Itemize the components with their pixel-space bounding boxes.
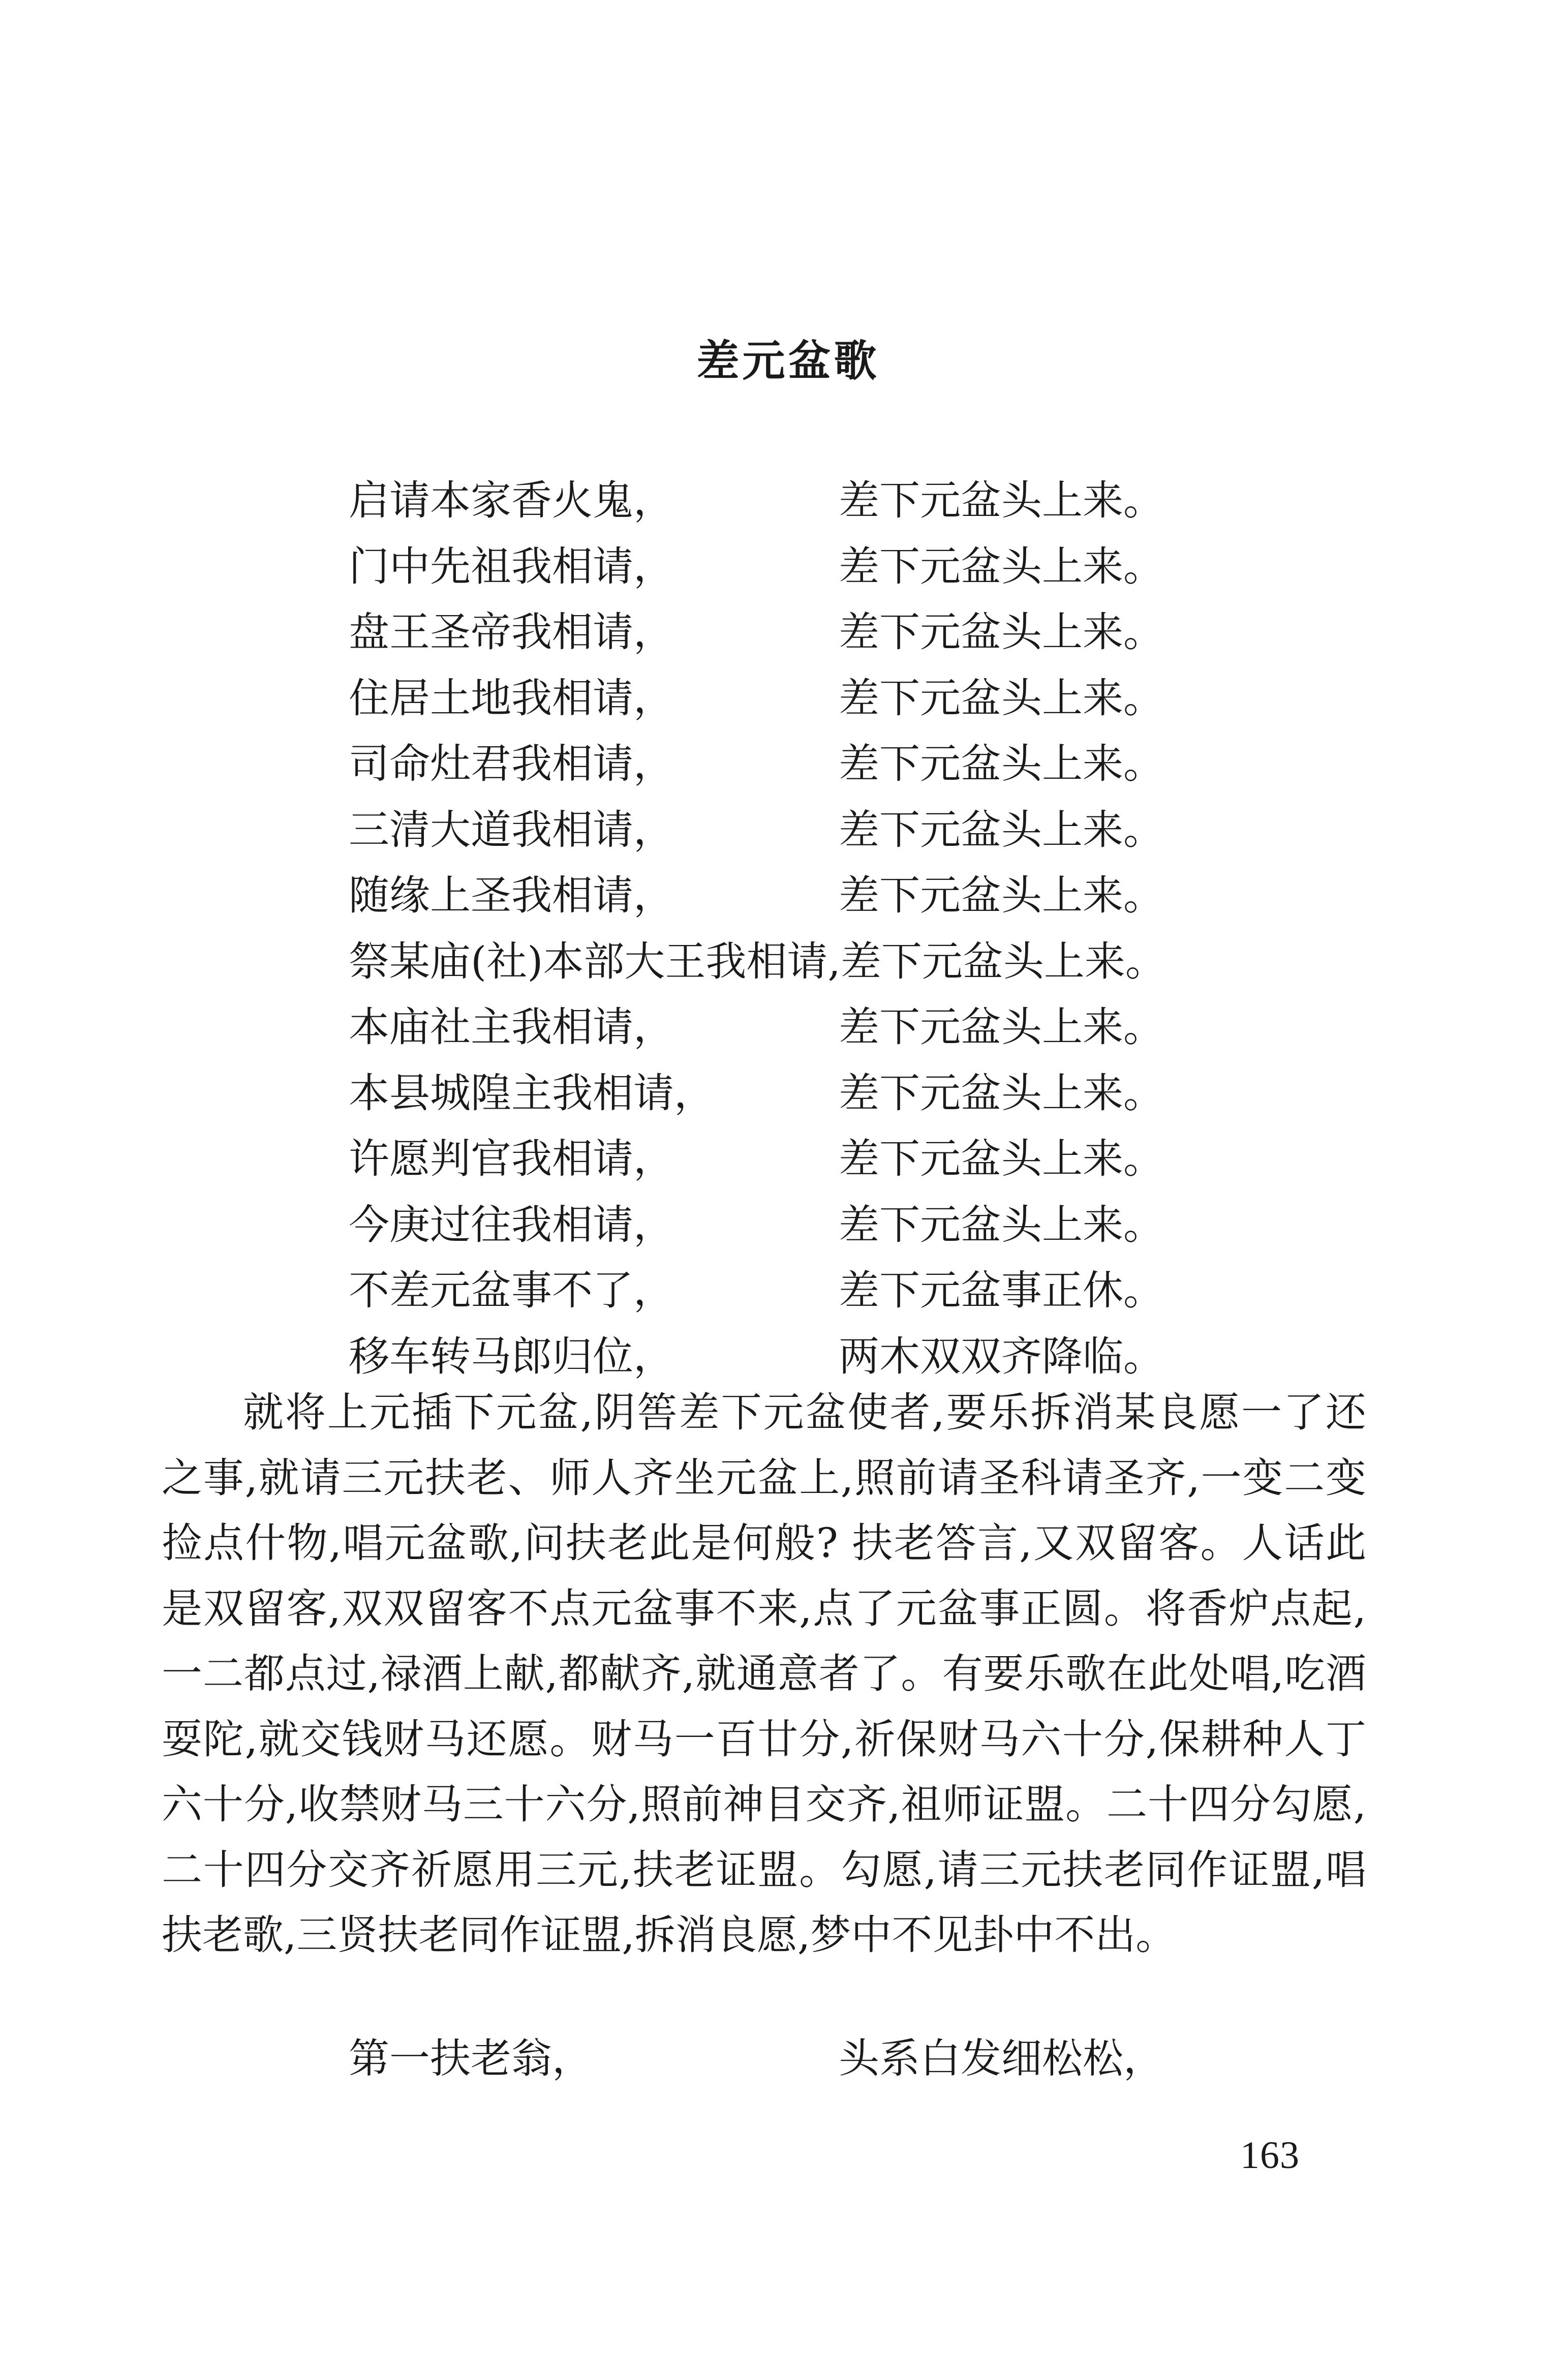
verse-first-half: 本庙社主我相请， (349, 1003, 674, 1051)
verse-line (0, 863, 1566, 929)
verse-first-half: 门中先祖我相请， (349, 542, 674, 590)
verse-line (0, 1126, 1566, 1192)
verse-line (0, 599, 1566, 665)
verse-second-half: 差下元盆头上来。 (839, 542, 1164, 590)
verse-line-full (0, 929, 1566, 995)
verse-block (0, 468, 1566, 1389)
verse-full-line: 祭某庙(社)本部大王我相请,差下元盆头上来。 (349, 937, 1166, 985)
prose-text: 就将上元插下元盆,阴筶差下元盆使者,要乐拆消某良愿一了还之事,就请三元扶老、师人齐坐元盆上,照前请圣科请圣齐,一变二变捡点什物,唱元盆歌,问扶老此是何般? 扶老答言,又双留客。人话此是双留客,双双留客不点元盆事不来,点了元盆事正圆。将香炉点起,一二都点过,禄酒上献,都献齐,就通意者了。有要乐歌在此处唱,吃酒耍陀,就交钱财马还愿。财马一百廿分,祈保财马六十分,保耕种人丁六十分,收禁财马三十六分,照前神目交齐,祖师证盟。二十四分勾愿,二十四分交齐祈愿用三元,扶老证盟。勾愿,请三元扶老同作证盟,唱扶老歌,三贤扶老同作证盟,拆消良愿,梦中不见卦中不出。 (162, 1389, 1366, 1959)
verse-first-half: 三清大道我相请， (349, 806, 674, 853)
verse-line (0, 1192, 1566, 1258)
verse-line (0, 994, 1566, 1060)
prose-paragraph (162, 1380, 1366, 1968)
verse-second-half: 差下元盆头上来。 (839, 608, 1164, 656)
verse-second-half: 差下元盆头上来。 (839, 1069, 1164, 1117)
verse-second-half: 差下元盆头上来。 (839, 1201, 1164, 1248)
verse-line (0, 468, 1566, 534)
verse-line (0, 1324, 1566, 1390)
verse-first-half: 第一扶老翁， (349, 2035, 593, 2082)
verse-second-half: 差下元盆事正休。 (839, 1267, 1164, 1314)
verse-first-half: 许愿判官我相请， (349, 1135, 674, 1182)
verse-line (0, 534, 1566, 600)
verse-first-half: 住居土地我相请， (349, 674, 674, 722)
verse-first-half: 不差元盆事不了， (349, 1267, 674, 1314)
verse-second-half: 差下元盆头上来。 (839, 1003, 1164, 1051)
verse-first-half: 随缘上圣我相请， (349, 872, 674, 919)
verse-line (0, 1258, 1566, 1324)
verse-first-half: 本县城隍主我相请， (349, 1069, 715, 1117)
verse-second-half: 差下元盆头上来。 (839, 477, 1164, 524)
verse-second-half: 差下元盆头上来。 (839, 806, 1164, 853)
verse-second-half: 差下元盆头上来。 (839, 674, 1164, 722)
verse-first-half: 移车转马郎归位， (349, 1332, 674, 1380)
verse-second-half: 差下元盆头上来。 (839, 1135, 1164, 1182)
verse-second-half: 两木双双齐降临。 (839, 1332, 1164, 1380)
page-number: 163 (1240, 2134, 1300, 2177)
page-title (0, 330, 1566, 391)
verse-line (0, 797, 1566, 863)
verse-line (0, 2026, 1566, 2092)
verse-line (0, 1060, 1566, 1126)
verse-first-half: 今庚过往我相请， (349, 1201, 674, 1248)
verse-block-continued (0, 2026, 1566, 2092)
verse-second-half: 差下元盆头上来。 (839, 740, 1164, 787)
verse-line (0, 731, 1566, 797)
verse-first-half: 启请本家香火鬼， (349, 477, 674, 524)
verse-second-half: 差下元盆头上来。 (839, 872, 1164, 919)
page-title-text: 差元盆歌 (696, 336, 880, 386)
verse-first-half: 司命灶君我相请， (349, 740, 674, 787)
verse-first-half: 盘王圣帝我相请， (349, 608, 674, 656)
verse-second-half: 头系白发细松松， (839, 2035, 1164, 2082)
verse-line (0, 665, 1566, 731)
